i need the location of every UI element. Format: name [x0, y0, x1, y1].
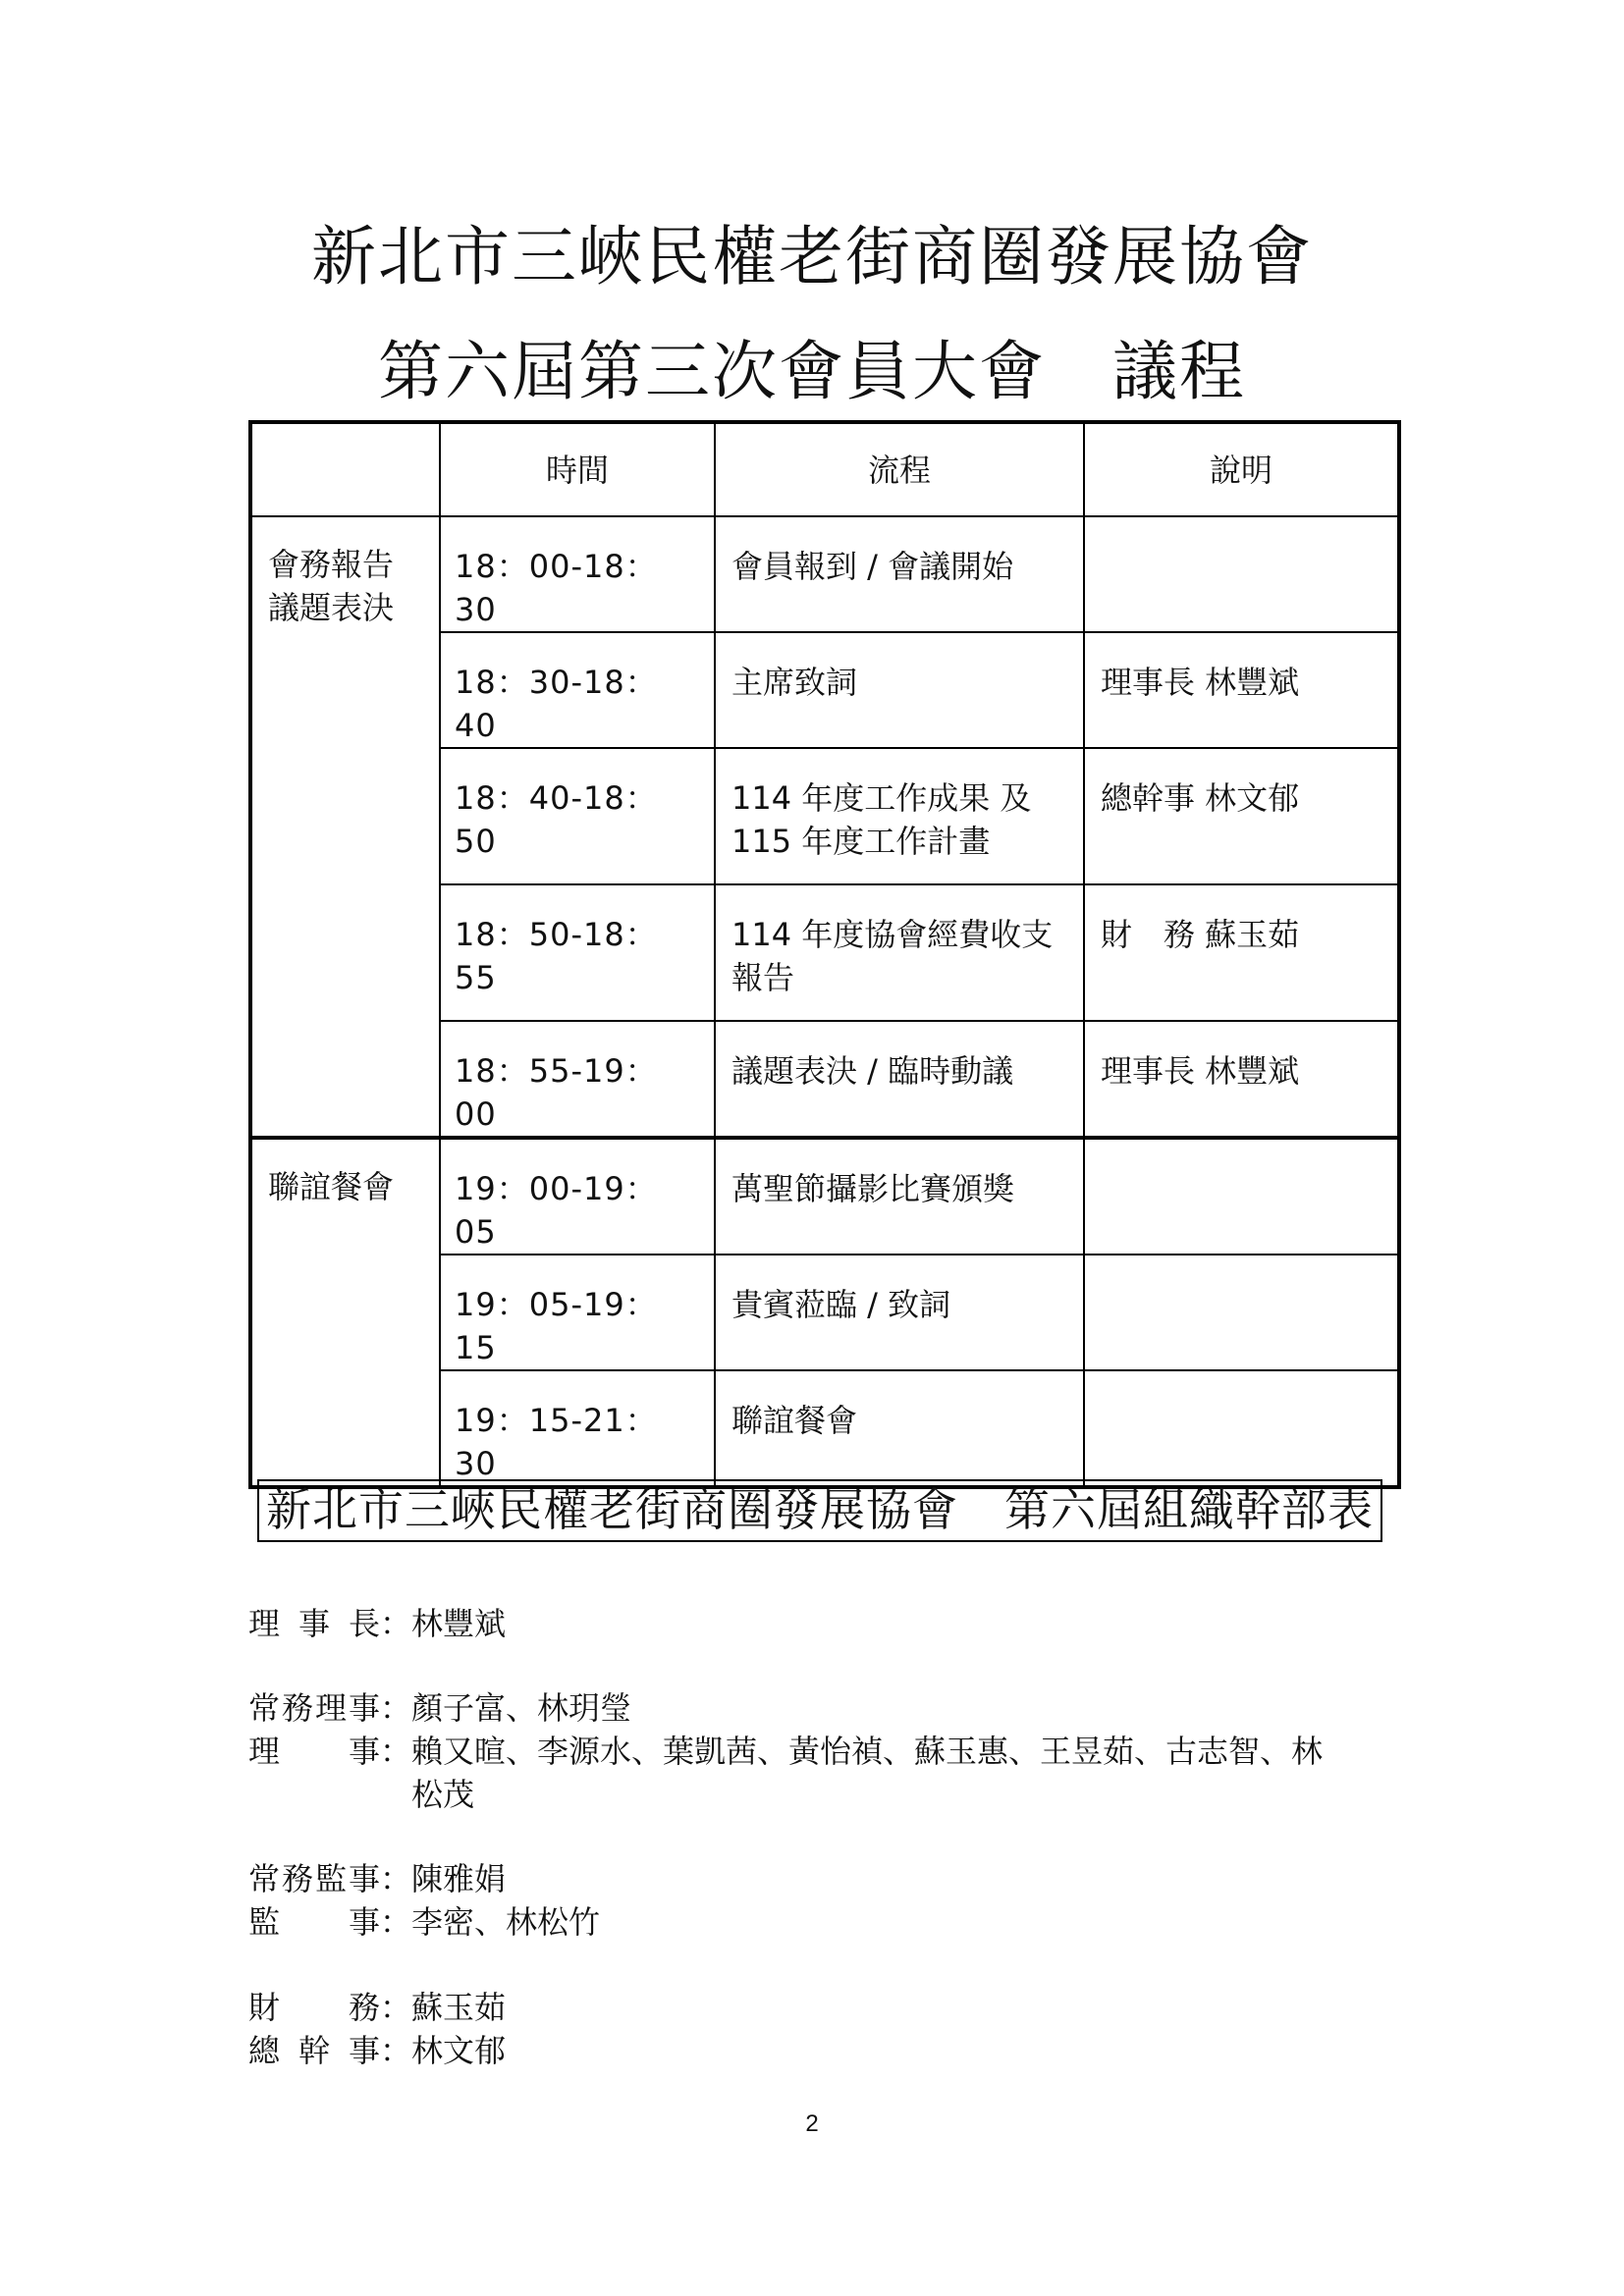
staff-line-executive-directors — [248, 1686, 1393, 1730]
time-cell: 18：00-18：30 — [440, 516, 715, 632]
time-cell: 19：15-21：30 — [440, 1370, 715, 1487]
flow-cell: 聯誼餐會 — [715, 1370, 1084, 1487]
flow-cell: 主席致詞 — [715, 632, 1084, 748]
flow-cell — [715, 748, 1084, 884]
staff-role: 理事 — [248, 1733, 380, 1770]
flow-line: 115 年度工作計畫 — [731, 823, 991, 860]
staff-colon: ： — [380, 1733, 412, 1770]
flow-line: 114 年度協會經費收支 — [731, 916, 1054, 953]
staff-role: 常務監事 — [248, 1860, 380, 1897]
flow-cell: 議題表決 / 臨時動議 — [715, 1021, 1084, 1138]
note-cell: 理事長 林豐斌 — [1084, 1021, 1399, 1138]
table-row — [250, 516, 1399, 632]
staff-line-executive-supervisor — [248, 1857, 1393, 1900]
staff-role: 理事長 — [248, 1605, 380, 1642]
staff-colon: ： — [380, 2032, 412, 2069]
staff-names: 林豐斌 — [411, 1605, 507, 1642]
agenda-subtitle: 第六屆第三次會員大會 議程 — [378, 334, 1246, 409]
staff-line-supervisors — [248, 1900, 1393, 1944]
staff-names: 蘇玉茹 — [411, 1989, 507, 2026]
note-cell — [1084, 516, 1399, 632]
staff-colon: ： — [380, 1989, 412, 2026]
staff-line-secretary-general — [248, 2029, 1393, 2072]
staff-names: 賴又暄、李源水、葉凱茜、黃怡禎、蘇玉惠、王昱茹、古志智、林松茂 — [411, 1733, 1324, 1813]
staff-colon: ： — [380, 1689, 412, 1727]
agenda-header-row — [250, 422, 1399, 516]
section-label: 會務報告 — [268, 546, 395, 583]
staff-names: 李密、林松竹 — [411, 1903, 601, 1941]
time-cell: 19：05-19：15 — [440, 1255, 715, 1370]
note-cell: 理事長 林豐斌 — [1084, 632, 1399, 748]
flow-line: 報告 — [731, 959, 795, 996]
time-cell: 18：30-18：40 — [440, 632, 715, 748]
staff-role: 總幹事 — [248, 2032, 380, 2069]
staff-line-treasurer — [248, 1986, 1393, 2029]
time-cell: 18：40-18：50 — [440, 748, 715, 884]
note-cell — [1084, 1255, 1399, 1370]
time-cell: 18：50-18：55 — [440, 884, 715, 1021]
flow-cell: 會員報到 / 會議開始 — [715, 516, 1084, 632]
agenda-table — [248, 420, 1401, 1489]
staff-names: 陳雅娟 — [411, 1860, 507, 1897]
staff-line-directors — [248, 1730, 1325, 1816]
staff-names: 林文郁 — [411, 2032, 507, 2069]
note-cell — [1084, 1370, 1399, 1487]
document-title: 新北市三峽民權老街商圈發展協會 — [311, 219, 1313, 294]
staff-names: 顏子富、林玥瑩 — [411, 1689, 632, 1727]
page-number: 2 — [805, 2110, 819, 2137]
flow-line: 114 年度工作成果 及 — [731, 779, 1032, 817]
section-label: 議題表決 — [268, 589, 395, 626]
flow-cell: 萬聖節攝影比賽頒獎 — [715, 1138, 1084, 1255]
time-cell: 18：55-19：00 — [440, 1021, 715, 1138]
table-row — [250, 1138, 1399, 1255]
staff-colon: ： — [380, 1605, 412, 1642]
header-note: 說明 — [1084, 422, 1399, 516]
note-cell: 總幹事 林文郁 — [1084, 748, 1399, 884]
flow-cell — [715, 884, 1084, 1021]
note-cell: 財 務 蘇玉茹 — [1084, 884, 1399, 1021]
staff-role: 監事 — [248, 1903, 380, 1941]
section-cell-dinner — [250, 1138, 440, 1487]
staff-role: 常務理事 — [248, 1689, 380, 1727]
staff-role: 財務 — [248, 1989, 380, 2026]
org-chart-title: 新北市三峽民權老街商圈發展協會 第六屆組織幹部表 — [257, 1479, 1382, 1542]
staff-colon: ： — [380, 1903, 412, 1941]
section-label: 聯誼餐會 — [268, 1168, 395, 1205]
time-cell: 19：00-19：05 — [440, 1138, 715, 1255]
section-cell-meeting — [250, 516, 440, 1138]
flow-cell: 貴賓蒞臨 / 致詞 — [715, 1255, 1084, 1370]
note-cell — [1084, 1138, 1399, 1255]
header-blank — [250, 422, 440, 516]
header-flow: 流程 — [715, 422, 1084, 516]
staff-colon: ： — [380, 1860, 412, 1897]
staff-line-chairman — [248, 1602, 1393, 1645]
header-time: 時間 — [440, 422, 715, 516]
